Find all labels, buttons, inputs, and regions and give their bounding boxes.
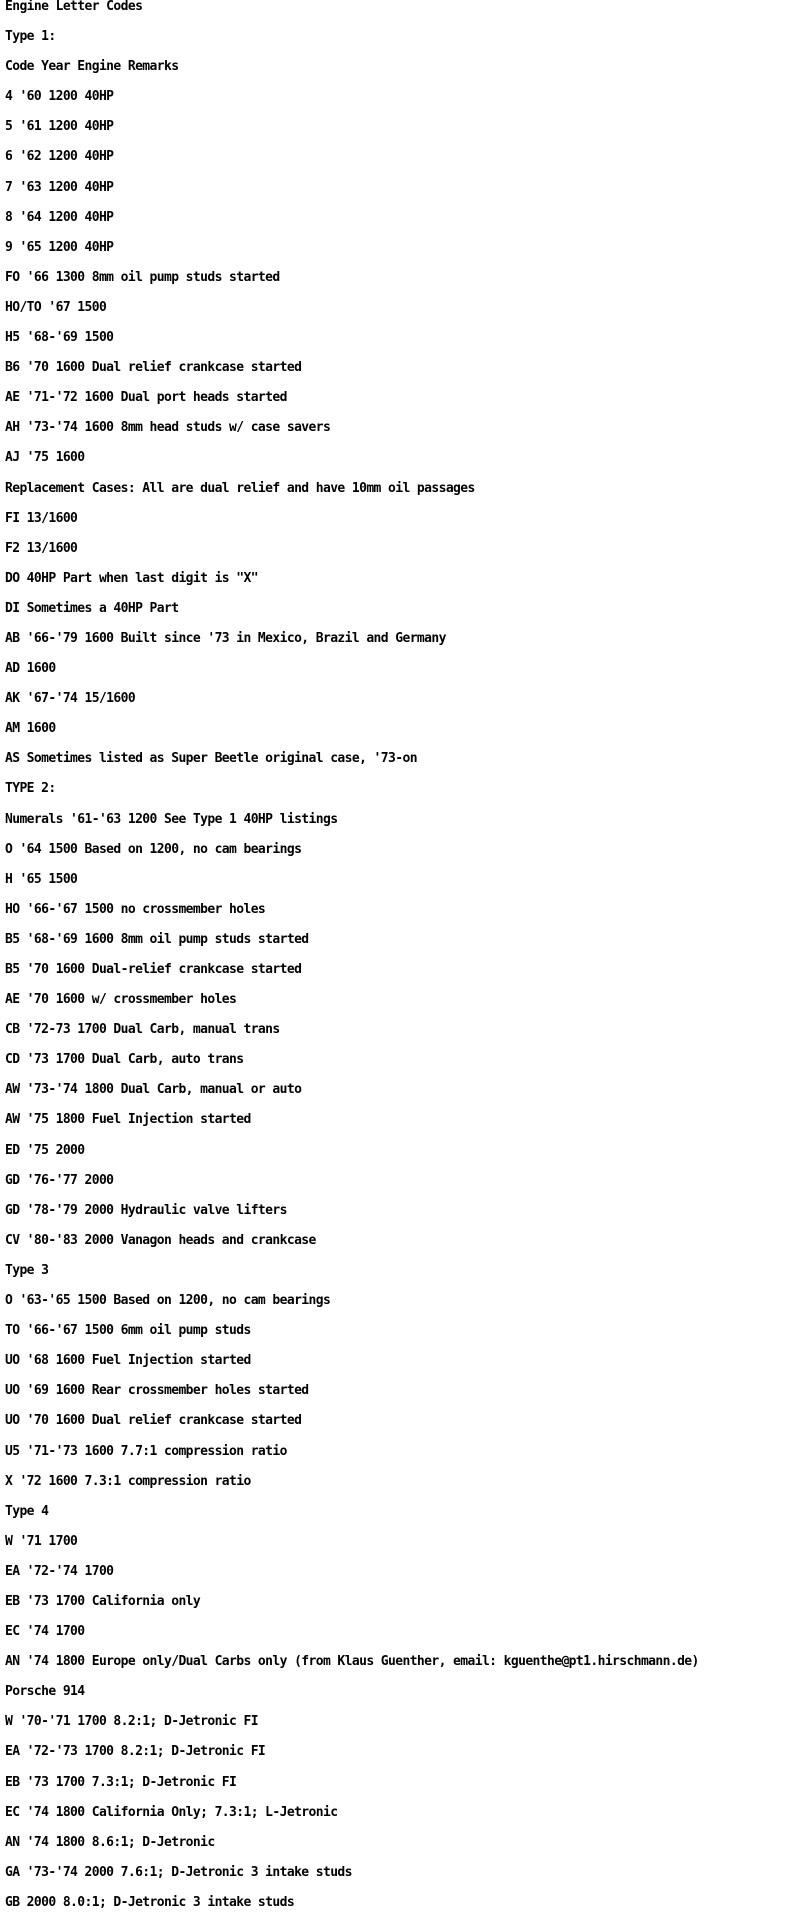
text-line: Replacement Cases: All are dual relief and have 10mm oil passages [5,480,475,496]
text-line: B5 '70 1600 Dual-relief crankcase started [5,962,302,977]
text-line: ED '75 2000 [5,1142,85,1158]
text-line: EC '74 1800 California Only; 7.3:1; L-Jetronic [5,1804,338,1820]
text-line: H5 '68-'69 1500 [5,330,114,346]
text-line: HO '66-'67 1500 no crossmember holes [5,901,266,917]
text-line: O '64 1500 Based on 1200, no cam bearings [5,841,302,857]
text-line: 4 '60 1200 40HP [5,89,114,105]
text-line: Type 4 [5,1503,49,1519]
text-line: 9 '65 1200 40HP [5,239,114,255]
text-line: X '72 1600 7.3:1 compression ratio [5,1473,251,1489]
text-line: AE '70 1600 w/ crossmember holes [5,992,237,1008]
text-line: CV '80-'83 2000 Vanagon heads and crankcase [5,1232,316,1248]
text-line: GD '76-'77 2000 [5,1172,114,1188]
document-body [5,0,797,1926]
text-line: AW '75 1800 Fuel Injection started [5,1112,251,1128]
text-line: DI Sometimes a 40HP Part [5,600,179,616]
text-line: Porsche 914 [5,1684,85,1700]
text-line: 7 '63 1200 40HP [5,179,114,195]
text-line: UO '68 1600 Fuel Injection started [5,1353,251,1369]
text-line: EA '72-'73 1700 8.2:1; D-Jetronic FI [5,1744,266,1760]
text-line: AS Sometimes listed as Super Beetle original case, '73-on [5,751,417,767]
text-line: AK '67-'74 15/1600 [5,691,136,707]
text-line: B6 '70 1600 Dual relief crankcase started [5,360,302,376]
text-line: Numerals '61-'63 1200 See Type 1 40HP listings [5,811,338,827]
text-line: AN '74 1800 Europe only/Dual Carbs only (from Klaus Guenther, email: kguenthe@pt1.hirschmann.de) [5,1654,699,1670]
text-line: O '63-'65 1500 Based on 1200, no cam bearings [5,1293,331,1309]
text-line: AD 1600 [5,661,56,677]
text-line: 8 '64 1200 40HP [5,209,114,225]
text-line: AN '74 1800 8.6:1; D-Jetronic [5,1834,215,1850]
text-line: FO '66 1300 8mm oil pump studs started [5,269,280,285]
text-line: AB '66-'79 1600 Built since '73 in Mexico, Brazil and Germany [5,630,446,646]
text-line: EB '73 1700 7.3:1; D-Jetronic FI [5,1774,237,1790]
text-line: U5 '71-'73 1600 7.7:1 compression ratio [5,1443,287,1459]
text-line: AH '73-'74 1600 8mm head studs w/ case savers [5,420,331,436]
text-line: AJ '75 1600 [5,450,85,466]
text-line: Type 3 [5,1262,49,1278]
text-line: Type 1: [5,29,56,45]
text-line: W '71 1700 [5,1533,78,1549]
text-line: CB '72-73 1700 Dual Carb, manual trans [5,1022,280,1038]
text-line: CD '73 1700 Dual Carb, auto trans [5,1052,244,1068]
text-line: TYPE 2: [5,781,56,797]
text-line: AE '71-'72 1600 Dual port heads started [5,390,287,406]
text-line: TO '66-'67 1500 6mm oil pump studs [5,1323,251,1339]
text-line: F2 13/1600 [5,540,78,556]
text-line: GA '73-'74 2000 7.6:1; D-Jetronic 3 intake studs [5,1864,352,1880]
text-line: B5 '68-'69 1600 8mm oil pump studs started [5,931,309,947]
text-line: UO '70 1600 Dual relief crankcase started [5,1413,302,1429]
text-line: W '70-'71 1700 8.2:1; D-Jetronic FI [5,1714,258,1730]
text-line: EC '74 1700 [5,1624,85,1640]
text-line: GB 2000 8.0:1; D-Jetronic 3 intake studs [5,1894,295,1910]
text-line: H '65 1500 [5,871,78,887]
text-line: EA '72-'74 1700 [5,1563,114,1579]
text-line: 6 '62 1200 40HP [5,149,114,165]
text-line: EB '73 1700 California only [5,1593,201,1609]
text-line: HO/TO '67 1500 [5,299,107,315]
text-line: UO '69 1600 Rear crossmember holes started [5,1383,309,1399]
text-line: AM 1600 [5,721,56,737]
text-line: GD '78-'79 2000 Hydraulic valve lifters [5,1202,287,1218]
text-line: 5 '61 1200 40HP [5,119,114,135]
text-line: FI 13/1600 [5,510,78,526]
text-line: Engine Letter Codes [5,0,143,14]
text-line: Code Year Engine Remarks [5,59,179,75]
text-line: AW '73-'74 1800 Dual Carb, manual or auto [5,1082,302,1098]
text-line: DO 40HP Part when last digit is "X" [5,570,258,586]
